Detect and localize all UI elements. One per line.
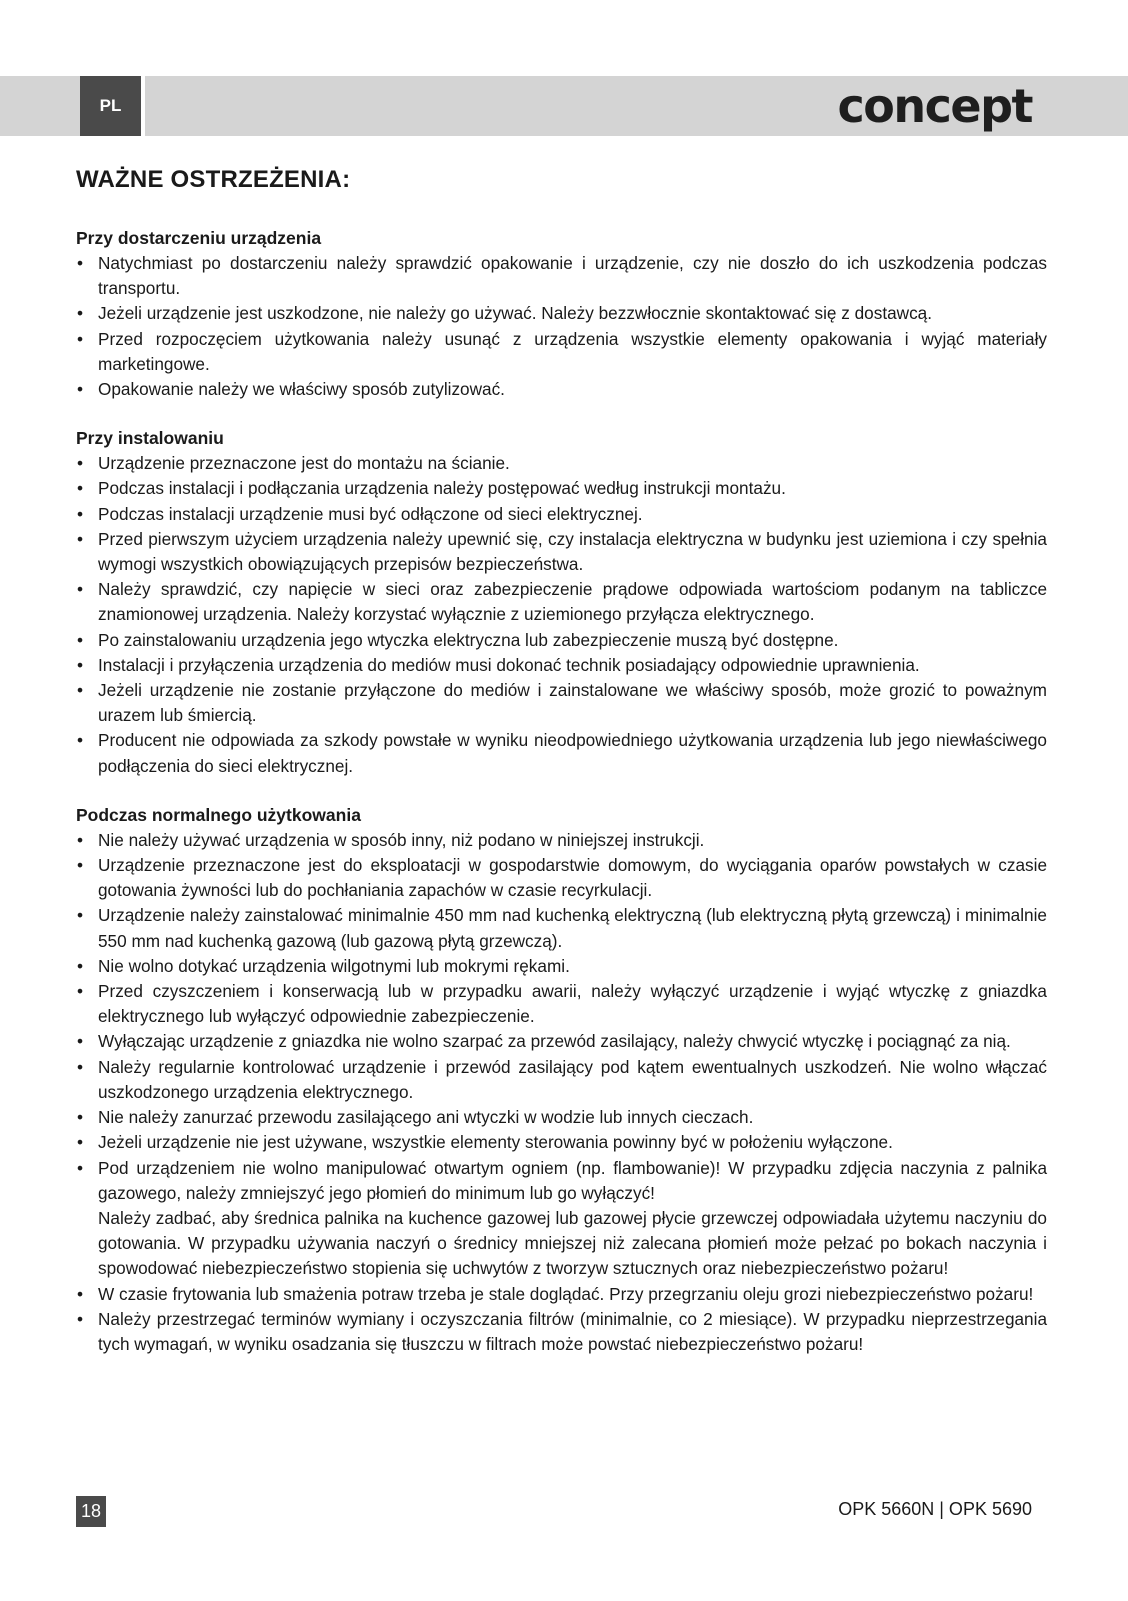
bullet-list: [76, 251, 1047, 402]
list-item-paragraph: Należy zadbać, aby średnica palnika na kuchence gazowej lub gazowej płycie grzewczej odpowiadała użytemu naczyniu do gotowania. W przypadku używania naczyń o średnicy mniejszej niż zalecana płomień może pełzać po bokach naczynia i spowodować niebezpieczeństwo stopienia się uchwytów z tworzyw sztucznych oraz niebezpieczeństwo pożaru!: [98, 1207, 1047, 1279]
list-item: • Natychmiast po dostarczeniu należy sprawdzić opakowanie i urządzenie, czy nie doszło do ich uszkodzenia podczas transportu.: [76, 251, 1047, 301]
list-item: • Urządzenie przeznaczone jest do eksploatacji w gospodarstwie domowym, do wyciągania oparów powstałych w czasie gotowania żywności lub do pochłaniania zapachów w czasie recyrkulacji.: [76, 853, 1047, 903]
list-item: • Należy przestrzegać terminów wymiany i oczyszczania filtrów (minimalnie, co 2 miesiące). W przypadku nieprzestrzegania tych wymagań, w wyniku osadzania się tłuszczu w filtrach może powstać niebezpieczeństwo pożaru!: [76, 1307, 1047, 1357]
list-item: • Jeżeli urządzenie nie zostanie przyłączone do mediów i zainstalowane we właściwy sposób, może grozić to poważnym urazem lub śmiercią.: [76, 678, 1047, 728]
page-title: WAŻNE OSTRZEŻENIA:: [76, 166, 351, 193]
brand-logo: concept: [837, 79, 1032, 133]
list-item: • Nie wolno dotykać urządzenia wilgotnymi lub mokrymi rękami.: [76, 954, 1047, 979]
list-item: • Instalacji i przyłączenia urządzenia do mediów musi dokonać technik posiadający odpowiednie uprawnienia.: [76, 653, 1047, 678]
section-normal-use: [76, 803, 1047, 1357]
list-item: • Urządzenie należy zainstalować minimalnie 450 mm nad kuchenką elektryczną (lub elektryczną płytą grzewczą) i minimalnie 550 mm nad kuchenką gazową (lub gazową płytą grzewczą).: [76, 903, 1047, 953]
list-item: • Jeżeli urządzenie jest uszkodzone, nie należy go używać. Należy bezzwłocznie skontaktować się z dostawcą.: [76, 301, 1047, 326]
language-badge: PL: [80, 76, 141, 136]
list-item: • Podczas instalacji urządzenie musi być odłączone od sieci elektrycznej.: [76, 502, 1047, 527]
list-item: • Należy sprawdzić, czy napięcie w sieci oraz zabezpieczenie prądowe odpowiada wartościom podanym na tabliczce znamionowej urządzenia. Należy korzystać wyłącznie z uziemionego przyłącza elektrycznego.: [76, 577, 1047, 627]
list-item: • Wyłączając urządzenie z gniazdka nie wolno szarpać za przewód zasilający, należy chwycić wtyczkę i pociągnąć za nią.: [76, 1029, 1047, 1054]
list-item-paragraph: • Pod urządzeniem nie wolno manipulować otwartym ogniem (np. flambowanie)! W przypadku zdjęcia naczynia z palnika gazowego, należy zmniejszyć jego płomień do minimum lub go wyłączyć!: [98, 1157, 1047, 1203]
section-heading: Przy instalowaniu: [76, 428, 224, 449]
list-item: • Opakowanie należy we właściwy sposób zutylizować.: [76, 377, 1047, 402]
page-number: 18: [76, 1496, 106, 1527]
page-content: [76, 166, 1047, 1381]
list-item: • Przed rozpoczęciem użytkowania należy usunąć z urządzenia wszystkie elementy opakowania i wyjąć materiały marketingowe.: [76, 327, 1047, 377]
bullet-list: [76, 451, 1047, 779]
list-item: • Producent nie odpowiada za szkody powstałe w wyniku nieodpowiedniego użytkowania urządzenia lub jego niewłaściwego podłączenia do sieci elektrycznej.: [76, 728, 1047, 778]
list-item: • Nie należy używać urządzenia w sposób inny, niż podano w niniejszej instrukcji.: [76, 828, 1047, 853]
list-item: • Przed pierwszym użyciem urządzenia należy upewnić się, czy instalacja elektryczna w budynku jest uziemiona i czy spełnia wymogi wszystkich obowiązujących przepisów bezpieczeństwa.: [76, 527, 1047, 577]
list-item: • W czasie frytowania lub smażenia potraw trzeba je stale doglądać. Przy przegrzaniu oleju grozi niebezpieczeństwo pożaru!: [76, 1282, 1047, 1307]
list-item: • Nie należy zanurzać przewodu zasilającego ani wtyczki w wodzie lub innych cieczach.: [76, 1105, 1047, 1130]
section-installation: [76, 426, 1047, 779]
list-item: • Po zainstalowaniu urządzenia jego wtyczka elektryczna lub zabezpieczenie muszą być dostępne.: [76, 628, 1047, 653]
section-heading: Podczas normalnego użytkowania: [76, 804, 361, 825]
bullet-list: [76, 828, 1047, 1357]
section-heading: Przy dostarczeniu urządzenia: [76, 228, 322, 248]
list-item: • Należy regularnie kontrolować urządzenie i przewód zasilający pod kątem ewentualnych uszkodzeń. Nie wolno włączać uszkodzonego urządzenia elektrycznego.: [76, 1055, 1047, 1105]
list-item: • Jeżeli urządzenie nie jest używane, wszystkie elementy sterowania powinny być w położeniu wyłączone.: [76, 1130, 1047, 1155]
list-item: • Podczas instalacji i podłączania urządzenia należy postępować według instrukcji montażu.: [76, 476, 1047, 501]
model-name: OPK 5660N | OPK 5690: [838, 1499, 1032, 1519]
list-item: [76, 1156, 1047, 1282]
list-item: • Przed czyszczeniem i konserwacją lub w przypadku awarii, należy wyłączyć urządzenie i wyjąć wtyczkę z gniazdka elektrycznego lub wyłączyć odpowiednie zabezpieczenie.: [76, 979, 1047, 1029]
section-delivery: [76, 226, 1047, 402]
list-item: • Urządzenie przeznaczone jest do montażu na ścianie.: [76, 451, 1047, 476]
